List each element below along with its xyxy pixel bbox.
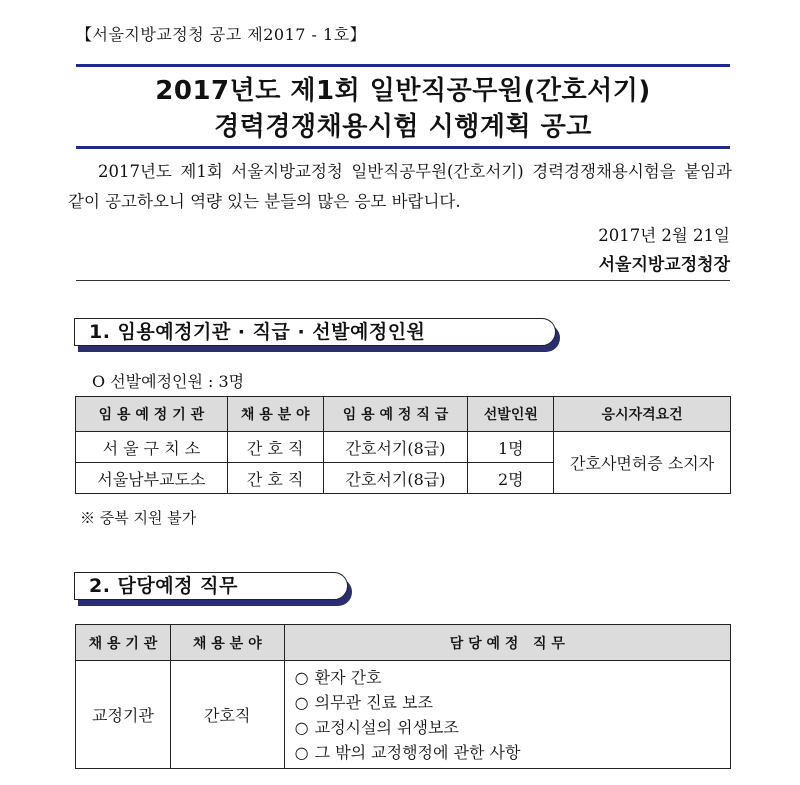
total-openings: O 선발예정인원 : 3명	[92, 372, 245, 391]
employer-cell: 교정기관	[76, 661, 171, 769]
notice-number: 【서울지방교정청 공고 제2017 - 1호】	[76, 25, 367, 44]
duty-text: 그 밖의 교정행정에 관한 사항	[314, 742, 521, 762]
table-row	[76, 432, 731, 463]
field-cell: 간 호 직	[227, 463, 323, 494]
field-cell: 간호직	[170, 661, 284, 769]
section2-heading	[74, 572, 348, 600]
circle-bullet-icon: ○	[294, 667, 309, 687]
recruitment-table	[75, 396, 731, 494]
duty-item	[295, 740, 730, 765]
agency-cell: 서 울 구 치 소	[76, 432, 228, 463]
circle-bullet-icon: ○	[294, 717, 309, 737]
duties-table-header	[76, 625, 731, 661]
duty-item	[295, 665, 730, 690]
title-top-rule	[76, 64, 730, 67]
page-title-line1: 2017년도 제1회 일반직공무원(간호서기)	[155, 76, 651, 106]
duty-text: 환자 간호	[314, 667, 382, 687]
col-qualification-header: 응시자격요건	[554, 397, 731, 432]
section1-heading-label: 1. 임용예정기관 · 직급 · 선발예정인원	[74, 318, 556, 346]
grade-cell: 간호서기(8급)	[323, 463, 468, 494]
duty-text: 의무관 진료 보조	[314, 692, 434, 712]
col-agency-header: 임 용 예 정 기 관	[76, 397, 228, 432]
grade-cell: 간호서기(8급)	[323, 432, 468, 463]
duty-item	[295, 715, 730, 740]
col-grade-header: 임 용 예 정 직 급	[323, 397, 468, 432]
duplicate-application-note: ※ 중복 지원 불가	[80, 509, 197, 527]
agency-cell: 서울남부교도소	[76, 463, 228, 494]
title-bottom-rule	[76, 146, 730, 149]
page-title-line2: 경력경쟁채용시험 시행계획 공고	[214, 112, 592, 142]
count-cell: 2명	[468, 463, 554, 494]
recruitment-table-header	[76, 397, 731, 432]
col-duties-header: 담 당 예 정 직 무	[284, 625, 730, 661]
table-row	[76, 661, 731, 769]
col-count-header: 선발인원	[468, 397, 554, 432]
field-cell: 간 호 직	[227, 432, 323, 463]
duty-item	[295, 690, 730, 715]
qualification-cell: 간호사면허증 소지자	[554, 432, 731, 494]
intro-paragraph: 2017년도 제1회 서울지방교정청 일반직공무원(간호서기) 경력경쟁채용시험을 붙임과 같이 공고하오니 역량 있는 분들의 많은 응모 바랍니다.	[68, 162, 732, 211]
circle-bullet-icon: ○	[294, 742, 309, 762]
duties-table	[75, 624, 731, 769]
duties-cell	[284, 661, 730, 769]
notice-date: 2017년 2월 21일	[598, 226, 730, 245]
duty-text: 교정시설의 위생보조	[314, 717, 459, 737]
issuer: 서울지방교정청장	[598, 255, 730, 275]
col-field-header: 채 용 분 야	[227, 397, 323, 432]
section1-heading	[74, 318, 556, 346]
header-divider	[76, 280, 730, 281]
count-cell: 1명	[468, 432, 554, 463]
col-field-header: 채 용 분 야	[170, 625, 284, 661]
col-employer-header: 채 용 기 관	[76, 625, 171, 661]
section2-heading-label: 2. 담당예정 직무	[74, 572, 348, 600]
circle-bullet-icon: ○	[294, 692, 309, 712]
